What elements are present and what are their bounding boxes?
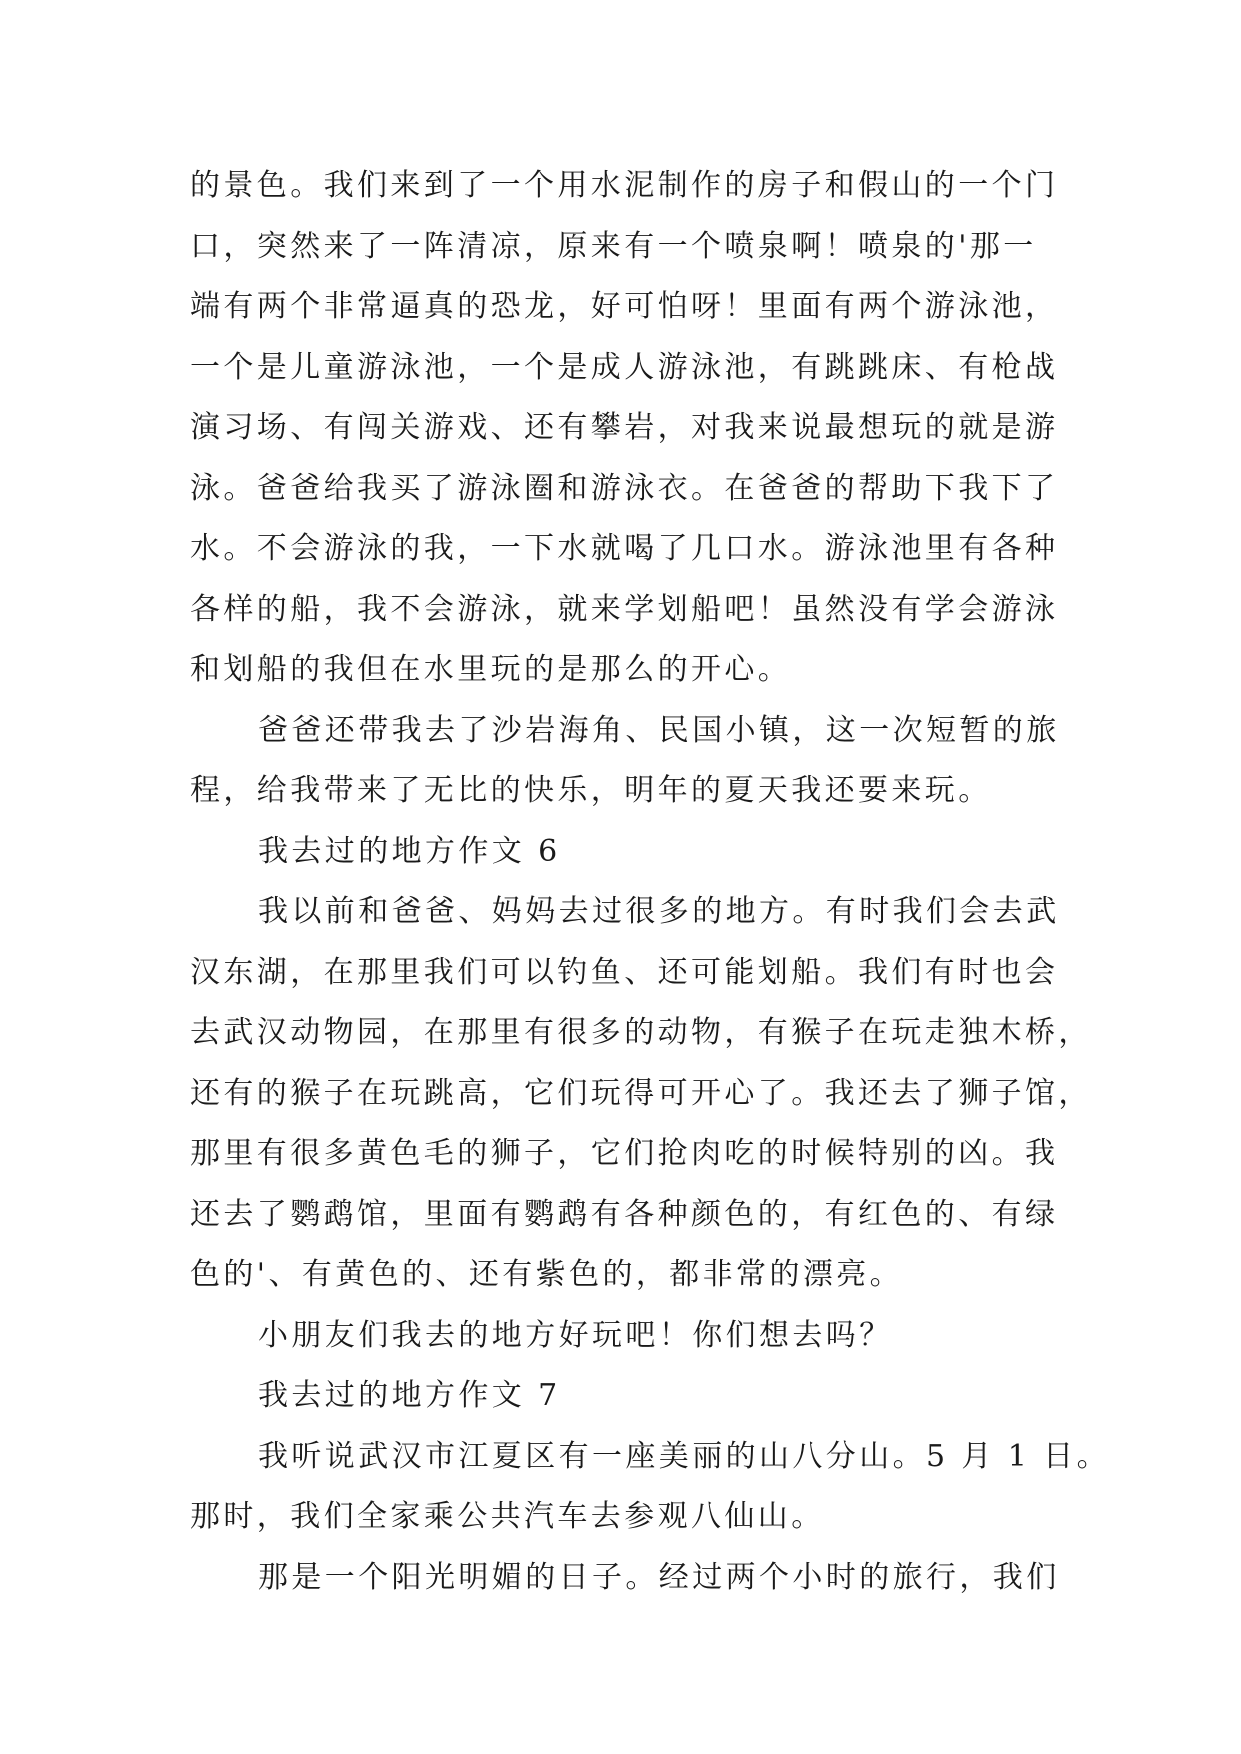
- text-line: 一个是儿童游泳池，一个是成人游泳池，有跳跳床、有枪战: [190, 349, 1059, 385]
- document-body: [190, 156, 1110, 1608]
- text-line: 各样的船，我不会游泳，就来学划船吧！虽然没有学会游泳: [190, 591, 1059, 627]
- text-line: 去武汉动物园，在那里有很多的动物，有猴子在玩走独木桥，: [190, 1015, 1092, 1050]
- text-line: 水。不会游泳的我，一下水就喝了几口水。游泳池里有各种: [190, 531, 1059, 566]
- paragraph-start-line: 那是一个阳光明媚的日子。经过两个小时的旅行，我们: [258, 1559, 1060, 1595]
- text-line: 演习场、有闯关游戏、还有攀岩，对我来说最想玩的就是游: [190, 410, 1059, 445]
- paragraph-start-line: 我以前和爸爸、妈妈去过很多的地方。有时我们会去武: [258, 894, 1060, 929]
- text-line: 还去了鹦鹉馆，里面有鹦鹉有各种颜色的，有红色的、有绿: [190, 1196, 1059, 1232]
- text-line: 口，突然来了一阵清凉，原来有一个喷泉啊！喷泉的'那一: [190, 228, 1037, 264]
- text-line: 那里有很多黄色毛的狮子，它们抢肉吃的时候特别的凶。我: [190, 1136, 1059, 1171]
- text-line: 还有的猴子在玩跳高，它们玩得可开心了。我还去了狮子馆，: [190, 1075, 1092, 1111]
- text-line: 汉东湖，在那里我们可以钓鱼、还可能划船。我们有时也会: [190, 954, 1059, 990]
- text-line: 泳。爸爸给我买了游泳圈和游泳衣。在爸爸的帮助下我下了: [190, 470, 1059, 506]
- text-line: 和划船的我但在水里玩的是那么的开心。: [190, 652, 792, 687]
- section-heading: 我去过的地方作文 7: [258, 1378, 561, 1413]
- text-line: 的景色。我们来到了一个用水泥制作的房子和假山的一个门: [190, 168, 1059, 203]
- text-line: 那时，我们全家乘公共汽车去参观八仙山。: [190, 1499, 825, 1534]
- text-line: 程，给我带来了无比的快乐，明年的夏天我还要来玩。: [190, 773, 992, 808]
- section-heading: 我去过的地方作文 6: [258, 833, 561, 869]
- paragraph-start-line: 爸爸还带我去了沙岩海角、民国小镇，这一次短暂的旅: [258, 712, 1060, 748]
- text-line: 色的'、有黄色的、还有紫色的，都非常的漂亮。: [190, 1257, 904, 1292]
- text-line: 端有两个非常逼真的恐龙，好可怕呀！里面有两个游泳池，: [190, 289, 1059, 324]
- paragraph-start-line: 小朋友们我去的地方好玩吧！你们想去吗？: [258, 1317, 893, 1353]
- paragraph-start-line: 我听说武汉市江夏区有一座美丽的山八分山。5 月 1 日。: [258, 1438, 1110, 1474]
